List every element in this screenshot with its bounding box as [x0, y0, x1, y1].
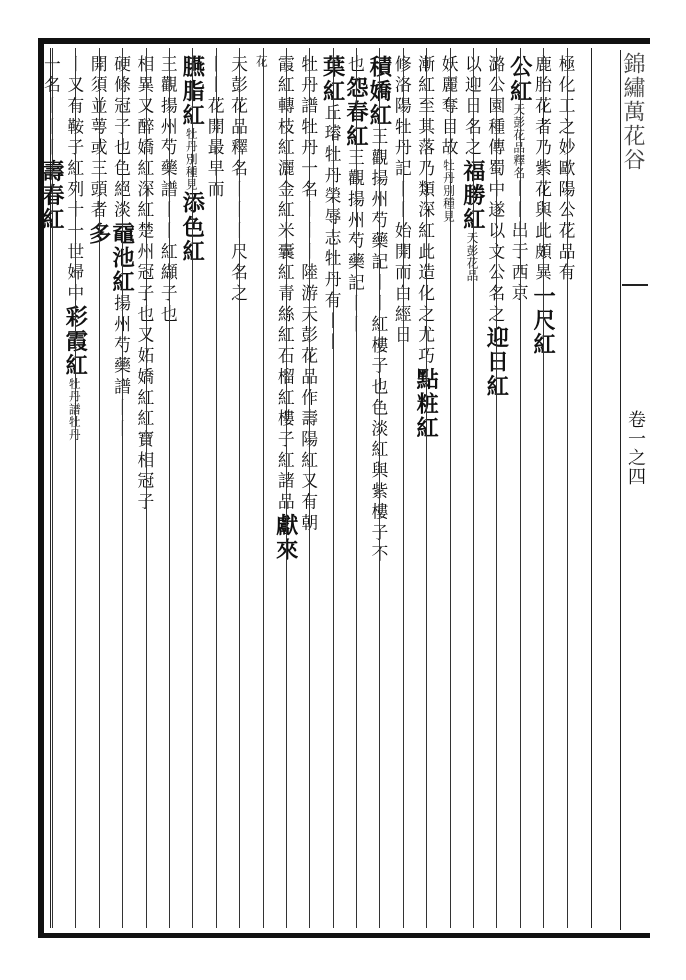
- column-rule: [309, 48, 310, 928]
- body-glyphs: 王觀揚州芍藥譜丨丨紅纈子也: [158, 55, 179, 326]
- text-column: [298, 55, 332, 925]
- column-rule: [216, 48, 217, 928]
- body-glyphs: 也: [345, 55, 366, 76]
- annotation-glyphs: 牡丹別種見: [184, 127, 199, 192]
- column-rule: [122, 48, 123, 928]
- body-glyphs: 丘璿牡丹榮辱志牡丹有丨丨: [322, 103, 343, 354]
- text-column: [412, 55, 449, 925]
- column-rule: [520, 48, 521, 928]
- column-rule: [99, 48, 100, 928]
- annotation-glyphs: 天彭花品: [465, 231, 480, 283]
- heading-glyphs: 點粧紅: [412, 367, 439, 441]
- text-column: [272, 55, 309, 925]
- body-glyphs: 妖麗奪目故: [439, 55, 460, 160]
- text-column: [482, 55, 519, 925]
- heading-glyphs: 福勝紅: [459, 159, 486, 232]
- text-column: [392, 55, 426, 925]
- text-column: [205, 55, 239, 925]
- body-glyphs: 王觀揚州芍藥記丨丨: [345, 148, 366, 337]
- text-column: [529, 55, 566, 925]
- text-column: [85, 55, 122, 925]
- text-column: [506, 55, 543, 925]
- heading-glyphs: 添色紅: [178, 191, 205, 264]
- heading-glyphs: 迎日紅: [482, 325, 509, 399]
- body-glyphs: 丨又有鞍子紅列十一世婦中: [64, 55, 85, 306]
- column-rule: [543, 48, 544, 928]
- column-rule: [75, 48, 76, 928]
- annotation-glyphs: 牡丹譜牡丹: [67, 377, 82, 442]
- heading-glyphs: 葉紅: [319, 55, 346, 104]
- column-rule: [567, 48, 568, 928]
- body-glyphs: 一名丨丨丨: [41, 55, 62, 160]
- column-rule: [263, 48, 264, 928]
- text-column: [342, 55, 379, 925]
- body-glyphs: 硬條冠子也色絕淡: [111, 55, 132, 222]
- column-rule: [192, 48, 193, 928]
- text-column: [439, 55, 473, 925]
- heading-glyphs: 黿池紅: [108, 221, 135, 295]
- body-glyphs: 丨丨花開最早而: [205, 55, 226, 201]
- book-title: 錦繡萬花谷: [622, 52, 648, 286]
- body-glyphs: 修洛陽牡丹記丨丨始開而白經日: [392, 55, 413, 347]
- text-column: [459, 55, 496, 925]
- column-rule: [426, 48, 427, 928]
- body-glyphs: 極化工之妙歐陽公花品有: [555, 55, 576, 285]
- column-rule: [450, 48, 451, 928]
- body-glyphs: 揚州芍藥譜丨丨: [111, 294, 132, 441]
- column-rule: [356, 48, 357, 928]
- body-glyphs: 漸紅至其落乃類深紅此造化之尤巧: [415, 55, 436, 368]
- text-column: [158, 55, 192, 925]
- text-column: [61, 55, 98, 925]
- heading-glyphs: 彩霞紅: [61, 305, 88, 378]
- column-rule: [496, 48, 497, 928]
- column-rule: [286, 48, 287, 928]
- column-rule: [146, 48, 147, 928]
- body-glyphs: 丨丨出于西京: [509, 179, 530, 305]
- body-glyphs: 王觀揚州芍藥記丨丨紅樓子也色淡紅與紫樓子不: [368, 127, 389, 566]
- body-glyphs: 潞公園種傳蜀中遂以文公名之: [485, 55, 506, 326]
- text-column: [319, 55, 356, 925]
- text-column: [365, 55, 402, 925]
- heading-glyphs: 壽春紅: [38, 159, 65, 232]
- heading-glyphs: 獻來: [272, 513, 299, 562]
- body-glyphs: 天彭花品釋名丨丨丨尺名之: [228, 55, 249, 306]
- column-rule: [333, 48, 334, 928]
- annotation-glyphs: 花: [254, 55, 269, 68]
- heading-glyphs: 怨春紅: [342, 75, 369, 149]
- text-column: [108, 55, 145, 925]
- juan-label: 卷一之四: [625, 410, 646, 486]
- column-rule: [52, 48, 53, 928]
- column-rule: [379, 48, 380, 928]
- text-column: [134, 55, 169, 925]
- heading-glyphs: 臙脂紅: [178, 55, 205, 128]
- column-rule: [239, 48, 240, 928]
- heading-glyphs: 積嬌紅: [365, 55, 392, 128]
- text-column: [228, 55, 262, 925]
- heading-glyphs: 公紅: [506, 55, 533, 104]
- text-column: [178, 55, 215, 925]
- body-glyphs: 相異又醉嬌紅深紅楚州冠子也又妬嬌紅紅寶相冠子: [134, 55, 155, 514]
- heading-glyphs: 多: [85, 221, 112, 246]
- text-column: [38, 55, 75, 925]
- column-rule: [169, 48, 170, 928]
- text-column: [254, 55, 286, 925]
- text-column: [555, 55, 590, 925]
- column-rule: [473, 48, 474, 928]
- annotation-glyphs: 牡丹別種見: [442, 159, 457, 223]
- body-glyphs: 開須並萼或三頭者: [88, 55, 109, 222]
- body-glyphs: 牡丹譜牡丹一名丨丨丨陸游天彭花品作壽陽紅又有朝: [298, 55, 319, 535]
- annotation-glyphs: 天彭花品釋名: [512, 103, 527, 180]
- body-glyphs: 以迎日名之: [462, 55, 483, 160]
- body-glyphs: 鹿胎花者乃紫花與此頗異: [532, 55, 553, 285]
- heading-glyphs: 一尺紅: [529, 284, 556, 357]
- body-glyphs: 霞紅轉枝紅灑金紅米囊紅青絲紅石榴紅樓子紅諸品: [275, 55, 296, 514]
- column-rule: [403, 48, 404, 928]
